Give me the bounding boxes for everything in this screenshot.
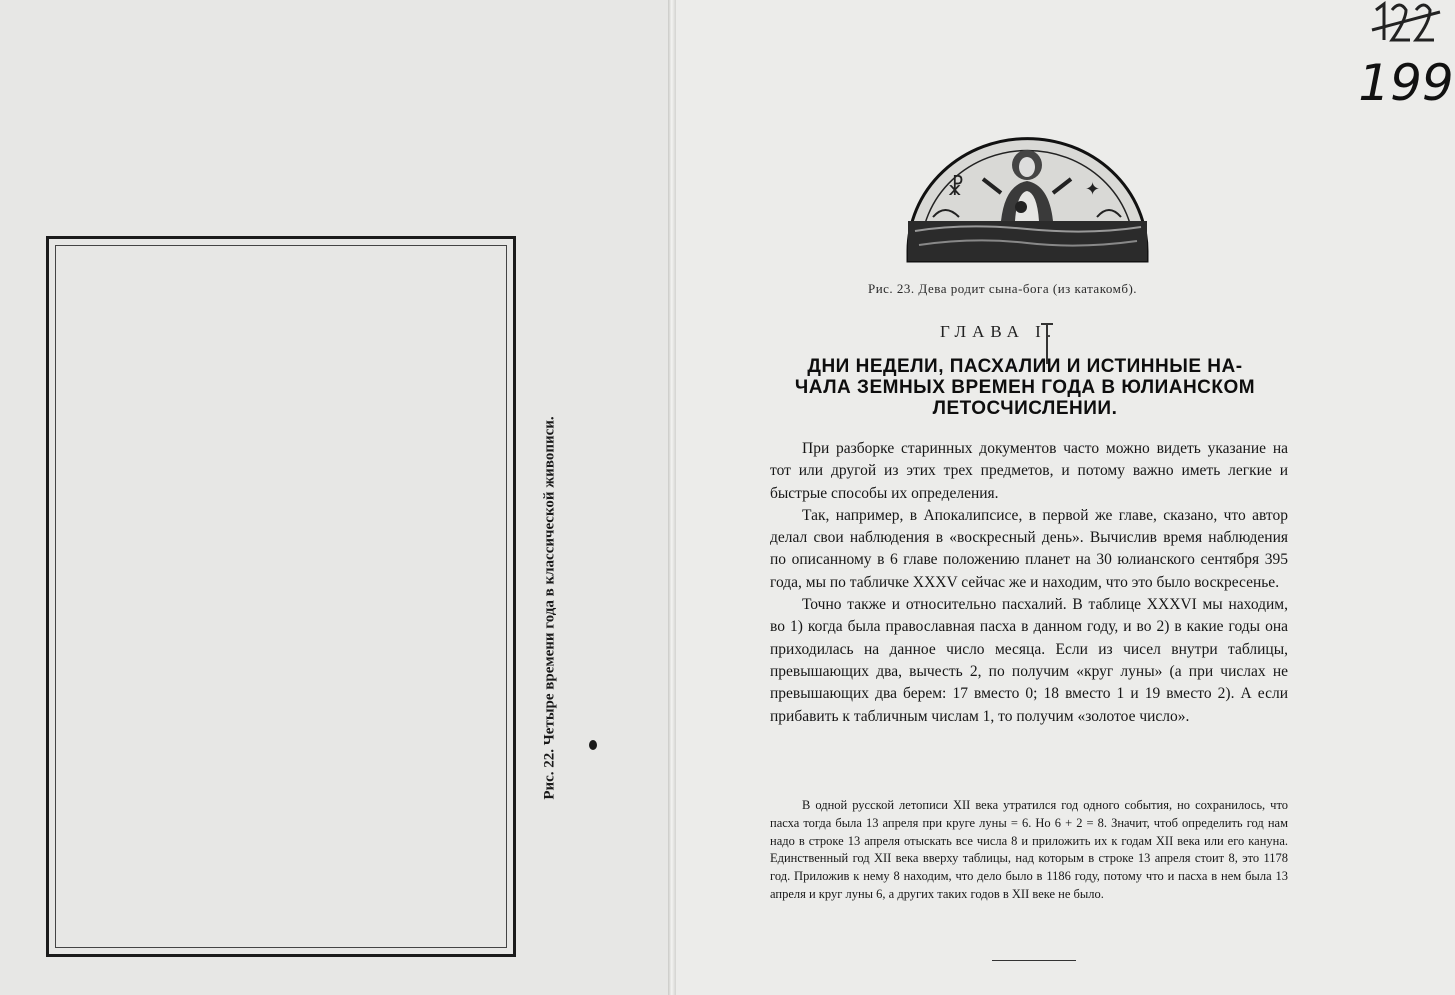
- catacomb-madonna-illustration: [905, 133, 1150, 264]
- handwritten-page-number: [1358, 0, 1454, 112]
- main-text: [770, 438, 1288, 728]
- example-text: [770, 797, 1288, 904]
- figure-22-caption: Рис. 22. Четыре времени года в классической живописи.: [541, 416, 558, 800]
- ink-spot: [589, 740, 597, 750]
- example-paragraph: В одной русской летописи XII века утратился год одного события, но сохранилось, что пасха тогда была 13 апреля при круге луны = 6. Но 6 + 2 = 8. Значит, чтоб определить год нам надо в строке 13 апреля отыскать все числа 8 и приложить их к годам XII века или его кануна. Единственный год XII века вверху таблицы, над которым в строке 13 апреля стоит 8, это 1178 год. Приложив к нему 8 находим, что дело было в 1186 году, потому что и пасха в нем была 13 апреля и круг луны 6, а других таких годов в XII веке не было.: [770, 798, 1288, 901]
- chapter-title-line-2: ЧАЛА ЗЕМНЫХ ВРЕМЕН ГОДА В ЮЛИАНСКОМ: [794, 377, 1256, 398]
- page-number-text: 199: [1358, 54, 1454, 112]
- chapter-title-line-1: ДНИ НЕДЕЛИ, ПАСХАЛИИ И ИСТИННЫЕ НА-: [807, 356, 1243, 377]
- svg-text:☧: ☧: [947, 176, 965, 201]
- figure-23-caption: Рис. 23. Дева родит сына-бога (из катакомб).: [867, 281, 1138, 296]
- paragraph-2: Так, например, в Апокалипсисе, в первой же главе, сказано, что автор делал свои наблюдения в «воскресный день». Вычислив время наблюдения по описанному в 6 главе положению планет на 30 юлианского сентября 395 года, мы по табличке XXXV сейчас же и находим, что это было воскресенье.: [770, 506, 1288, 591]
- section-end-rule: [992, 960, 1076, 961]
- chapter-title: [760, 356, 1290, 419]
- paragraph-1: При разборке старинных документов часто можно видеть указание на тот или другой из этих трех предметов, и потому важно иметь легкие и быстрые способы их определения.: [770, 440, 1288, 502]
- paragraph-3: Точно также и относительно пасхалий. В таблице XXXVI мы находим, во 1) когда была православная пасха в данном году, и во 2) в какие годы она приходилась на данное число месяца. Если из чисел внутри таблицы, превышающих два, вычесть 2, по получим «круг луны» (а при числах не превышающих два берем: 17 вместо 0; 18 вместо 1 и 19 вместо 2). А если прибавить к табличным числам 1, то получим «золотое число».: [770, 596, 1288, 725]
- chapter-title-line-3: ЛЕТОСЧИСЛЕНИИ.: [932, 398, 1118, 419]
- svg-text:✦: ✦: [1085, 179, 1101, 200]
- figure-22-inner-frame: [55, 245, 507, 948]
- book-gutter: [668, 0, 676, 995]
- chapter-heading: ГЛАВА I.: [940, 322, 1058, 341]
